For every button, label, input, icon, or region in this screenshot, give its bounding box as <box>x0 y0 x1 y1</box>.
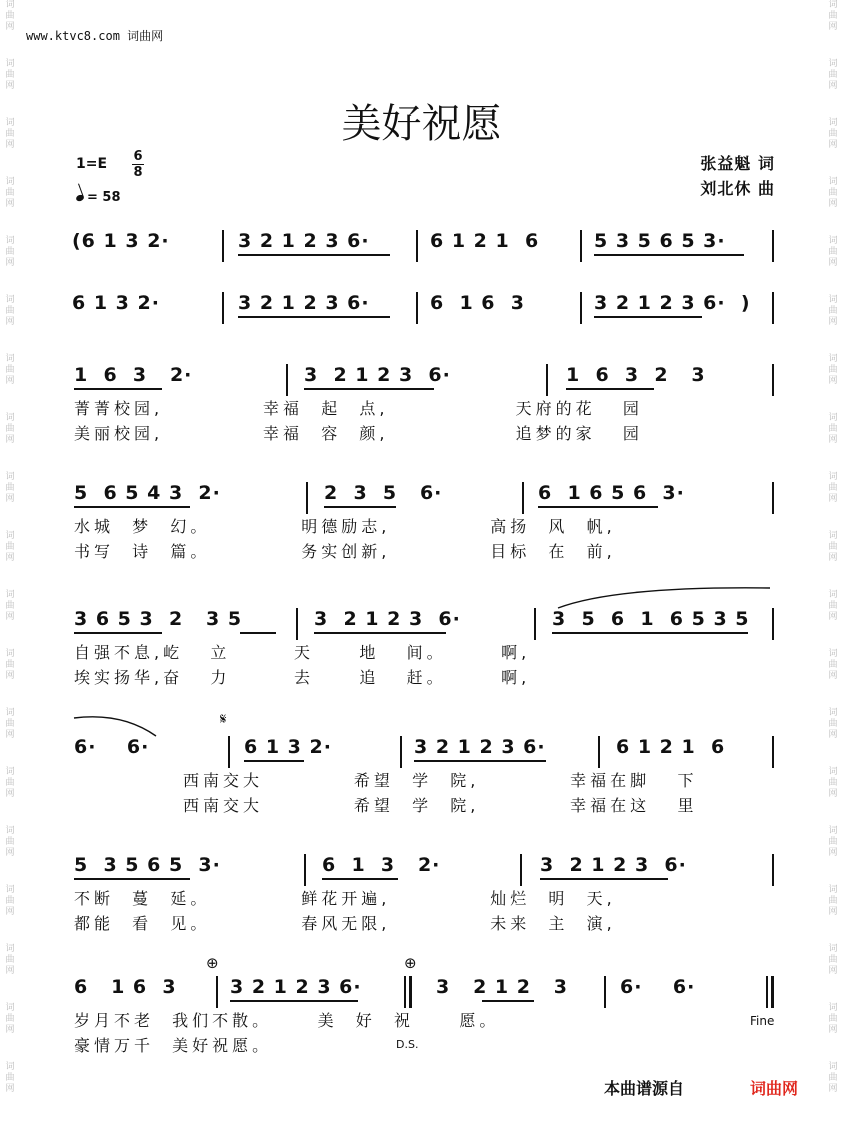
slur <box>72 714 158 738</box>
watermark-text: 词 曲 网 <box>828 236 838 268</box>
measure: (6 1 3 2· <box>72 230 170 252</box>
lyric-line-2: 西南交大 希望 学 院, 幸福在这 里 <box>74 796 698 815</box>
song-title: 美好祝愿 <box>341 101 502 147</box>
measure: 5 6 5 4 3 2· <box>74 482 221 504</box>
measure: 3 2 1 2 3 <box>436 976 569 998</box>
measure: 1 6 3 2· <box>74 364 193 386</box>
lyric-line-2: 豪情万千 美好祝愿。 <box>74 1036 273 1055</box>
coda-icon: ⊕ <box>404 954 417 972</box>
watermark-text: 词 曲 网 <box>5 649 15 681</box>
measure: 6 1 3 2· <box>322 854 441 876</box>
lyric-line-2: 美丽校园, 幸福 容 颜, 追梦的家 园 <box>74 424 643 443</box>
watermark-text: 词 曲 网 <box>828 708 838 740</box>
measure: 3 2 1 2 3 6· <box>314 608 461 630</box>
measure: 6 1 3 2· <box>244 736 332 758</box>
lyricist-credit: 张益魁 词 <box>700 154 775 173</box>
watermark-text: 词 曲 网 <box>828 944 838 976</box>
segno-icon: 𝄋 <box>220 710 227 728</box>
brand-link[interactable]: 词曲网 <box>750 1079 799 1098</box>
watermark-text: 词 曲 网 <box>828 59 838 91</box>
watermark-text: 词 曲 网 <box>828 295 838 327</box>
measure: 6 1 6 3 <box>430 292 525 314</box>
measure: 3 2 1 2 3 6· <box>238 292 370 314</box>
lyric-line-1: 菁菁校园, 幸福 起 点, 天府的花 园 <box>74 399 643 418</box>
lyric-line-2: 都能 看 见。 春风无限, 未来 主 演, <box>74 914 616 933</box>
watermark-text: 词 曲 网 <box>828 413 838 445</box>
watermark-text: 词 曲 网 <box>5 708 15 740</box>
measure: 6 1 3 2· <box>72 292 160 314</box>
watermark-text: 词 曲 网 <box>5 413 15 445</box>
watermark-text: 词 曲 网 <box>5 885 15 917</box>
source-label: 本曲谱源自 <box>604 1079 685 1098</box>
watermark-text: 词 曲 网 <box>828 0 838 32</box>
coda-icon: ⊕ <box>206 954 219 972</box>
watermark-text: 词 曲 网 <box>5 0 15 32</box>
watermark-text: 词 曲 网 <box>5 826 15 858</box>
slur <box>556 586 772 610</box>
watermark-text: 词 曲 网 <box>828 354 838 386</box>
fine-marking: Fine <box>750 1014 775 1028</box>
lyric-line-1: 不断 蔓 延。 鲜花开遍, 灿烂 明 天, <box>74 889 616 908</box>
time-signature-bottom: 8 <box>133 165 143 180</box>
site-url[interactable]: www.ktvc8.com 词曲网 <box>26 29 164 43</box>
watermark-text: 词 曲 网 <box>5 1003 15 1035</box>
watermark-text: 词 曲 网 <box>5 1062 15 1094</box>
time-signature <box>131 149 145 180</box>
watermark-text: 词 曲 网 <box>5 531 15 563</box>
lyric-line-2: 书写 诗 篇。 务实创新, 目标 在 前, <box>74 542 616 561</box>
watermark-strip-right <box>825 0 841 1123</box>
measure: 3 2 1 2 3 6· <box>304 364 451 386</box>
watermark-text: 词 曲 网 <box>5 118 15 150</box>
measure: 3 2 1 2 3 6· <box>230 976 362 998</box>
watermark-text: 词 曲 网 <box>828 885 838 917</box>
measure: 3 2 1 2 3 6· <box>414 736 546 758</box>
measure: 5 3 5 6 5 3· <box>594 230 726 252</box>
time-signature-top: 6 <box>133 149 143 164</box>
lyric-line-2: 埃实扬华,奋 力 去 追 赶。 啊, <box>74 668 531 687</box>
watermark-text: 词 曲 网 <box>828 649 838 681</box>
measure: 2 3 5 6· <box>324 482 443 504</box>
key-signature: 1=E <box>76 156 108 172</box>
watermark-text: 词 曲 网 <box>828 1003 838 1035</box>
watermark-text: 词 曲 网 <box>828 590 838 622</box>
measure: 3 2 1 2 3 6· <box>238 230 370 252</box>
quarter-note-icon <box>75 194 85 202</box>
watermark-text: 词 曲 网 <box>5 472 15 504</box>
composer-credit: 刘北休 曲 <box>700 179 775 198</box>
measure: 6 1 2 1 6 <box>430 230 540 252</box>
watermark-strip-left <box>2 0 18 1123</box>
measure: 1 6 3 2 3 <box>566 364 706 386</box>
ds-marking: D.S. <box>396 1038 419 1051</box>
watermark-text: 词 曲 网 <box>5 59 15 91</box>
measure: 6 1 6 5 6 3· <box>538 482 685 504</box>
measure: 6· 6· <box>620 976 696 998</box>
measure: 5 3 5 6 5 3· <box>74 854 221 876</box>
measure: 3 2 1 2 3 6· ) <box>594 292 751 314</box>
measure: 3 5 6 1 6 5 3 5 <box>552 608 750 630</box>
watermark-text: 词 曲 网 <box>828 1062 838 1094</box>
measure: 6 1 2 1 6 <box>616 736 726 758</box>
watermark-text: 词 曲 网 <box>5 767 15 799</box>
lyric-line-1: 西南交大 希望 学 院, 幸福在脚 下 <box>74 771 698 790</box>
measure: 6· 6· <box>74 736 150 758</box>
watermark-text: 词 曲 网 <box>828 531 838 563</box>
lyric-line-1: 水城 梦 幻。 明德励志, 高扬 风 帆, <box>74 517 616 536</box>
watermark-text: 词 曲 网 <box>5 354 15 386</box>
watermark-text: 词 曲 网 <box>5 590 15 622</box>
tempo-marking: = 58 <box>76 190 121 205</box>
measure: 6 1 6 3 <box>74 976 177 998</box>
watermark-text: 词 曲 网 <box>5 236 15 268</box>
watermark-text: 词 曲 网 <box>828 177 838 209</box>
watermark-text: 词 曲 网 <box>5 944 15 976</box>
lyric-line-1: 自强不息,屹 立 天 地 间。 啊, <box>74 643 531 662</box>
watermark-text: 词 曲 网 <box>828 826 838 858</box>
measure: 3 6 5 3 2 3 5 <box>74 608 243 630</box>
watermark-text: 词 曲 网 <box>828 118 838 150</box>
measure: 3 2 1 2 3 6· <box>540 854 687 876</box>
watermark-text: 词 曲 网 <box>5 295 15 327</box>
lyric-line-1: 岁月不老 我们不散。 美 好 祝 愿。 <box>74 1011 500 1030</box>
watermark-text: 词 曲 网 <box>828 767 838 799</box>
watermark-text: 词 曲 网 <box>828 472 838 504</box>
watermark-text: 词 曲 网 <box>5 177 15 209</box>
